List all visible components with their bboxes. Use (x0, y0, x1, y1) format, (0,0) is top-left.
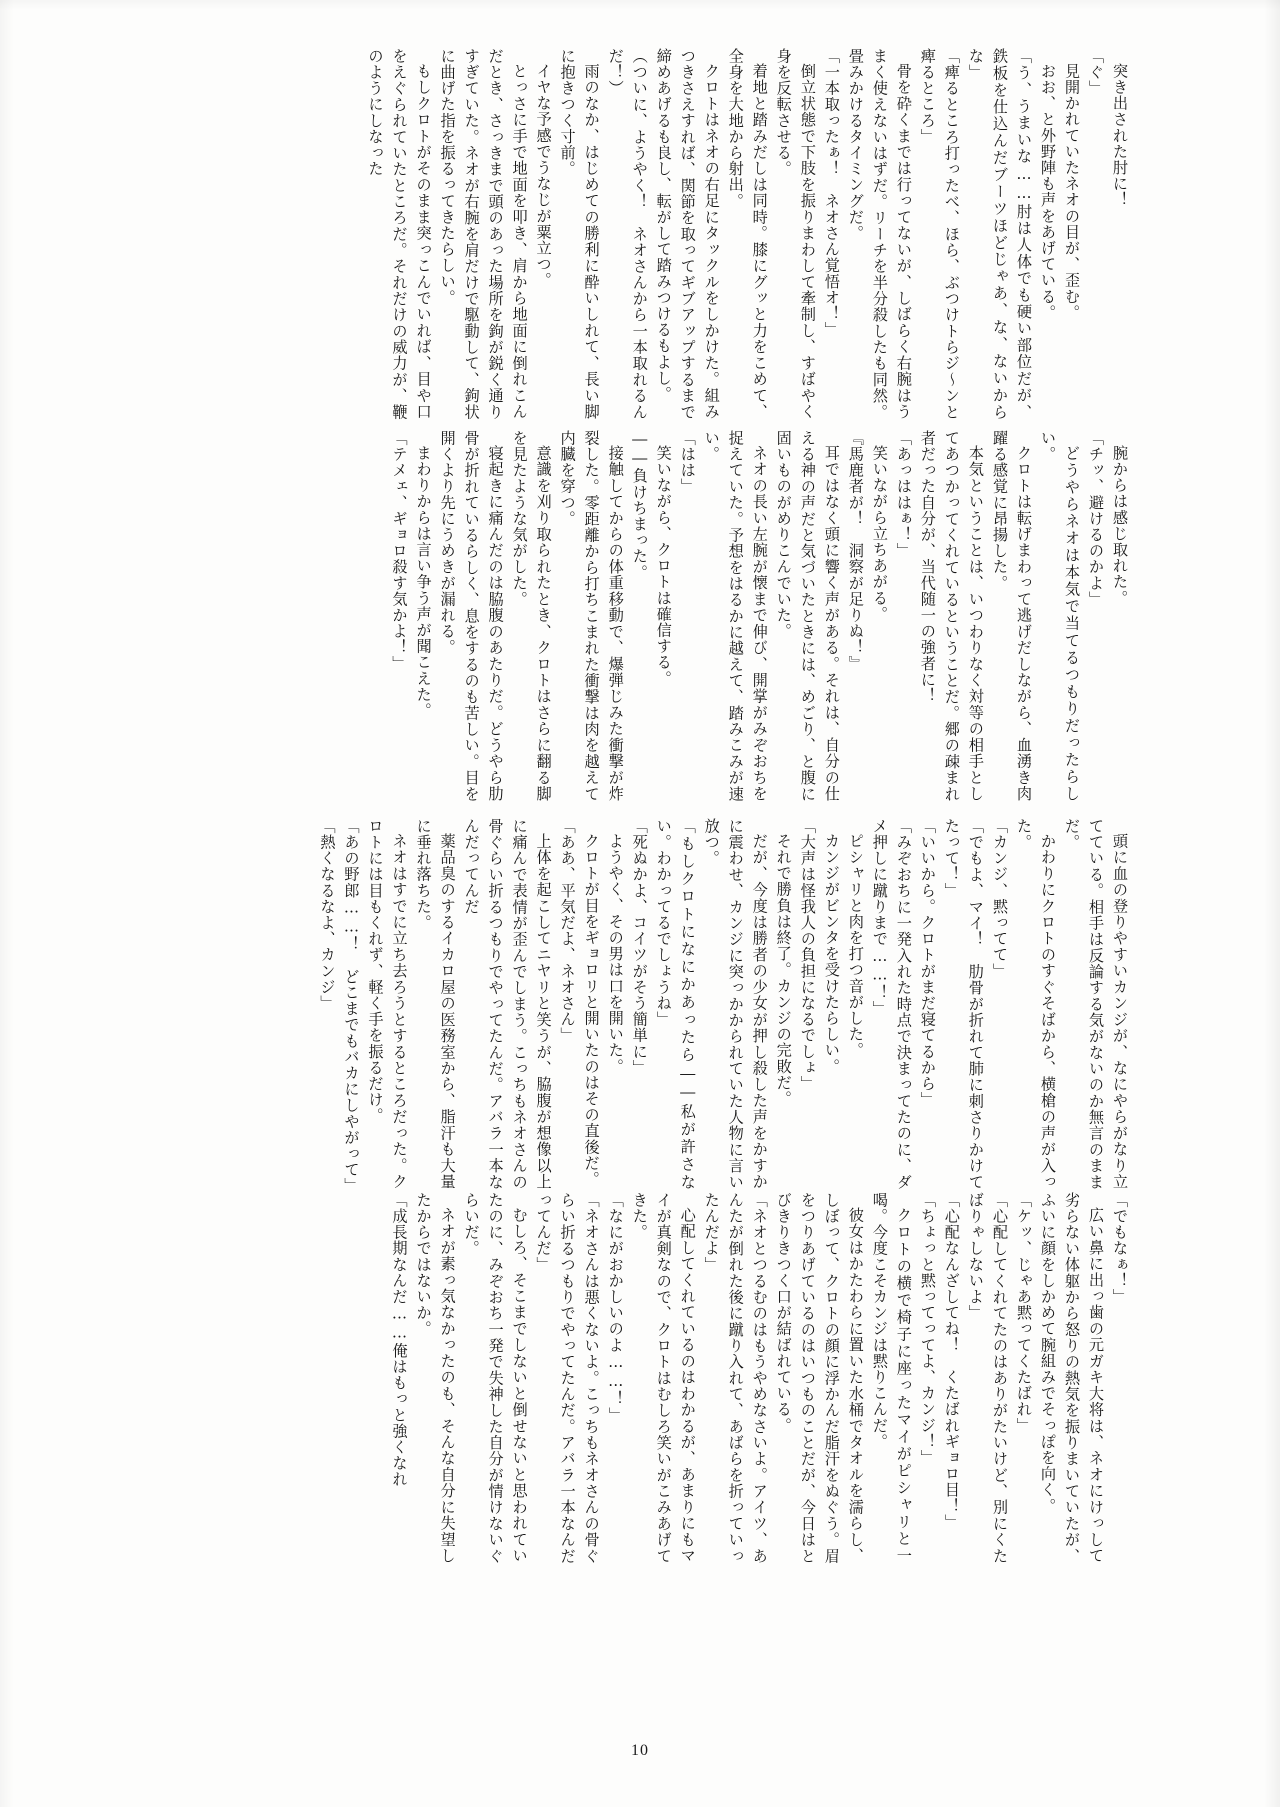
paragraph: 「なにがおかしいのよ……！」 (606, 1192, 625, 1423)
paragraph: ピシャリと肉を打つ音がした。 (846, 833, 865, 1059)
paragraph: どうやらネオは本気で当てるつもりだったらしい。 (1038, 430, 1081, 802)
paragraph: 頭に血の登りやすいカンジが、なにやらがなり立てている。相手は反論する気がないのか無言のままだ。 (1062, 818, 1129, 1190)
paragraph: 上体を起こしてニヤリと笑うが、脇腹が想像以上に痛んで表情が歪んでしまう。こっちもネオさんの骨ぐらい折るつもりでやってたんだ。アバラ一本なんだってんだ (462, 818, 553, 1190)
paragraph: ネオの長い左腕が懐まで伸び、開掌がみぞおちを捉えていた。予想をはるかに越えて、踏みこみが速い。 (702, 430, 769, 802)
page-number: 10 (631, 1742, 649, 1759)
paragraph: クロトが目をギョロリと開いたのはその直後だ。 (582, 833, 601, 1188)
paragraph: 雨のなか、はじめての勝利に酔いしれて、長い脚に抱きつく寸前。 (558, 48, 601, 420)
paragraph: 心配してくれているのはわかるが、あまりにもマイが真剣なので、クロトはむしろ笑いがこみあげてきた。 (630, 1192, 697, 1564)
paragraph: 耳ではなく頭に響く声がある。それは、自分の仕える神の声だと気づいたときには、めごり、と腹に固いものがめりこんでいた。 (774, 430, 841, 802)
paragraph: もしクロトがそのまま突っこんでいれば、目や口をえぐられていたところだ。それだけの威力が、鞭のようにしなった (366, 48, 433, 420)
paragraph: 広い鼻に出っ歯の元ガキ大将は、ネオにけっして劣らない体躯から怒りの熱気を振りまいていたが、ふいに顔をしかめて腕組みでそっぽを向く。 (1038, 1192, 1105, 1564)
paragraph: かわりにクロトのすぐそばから、横槍の声が入った。 (1014, 818, 1057, 1190)
paragraph: 腕からは感じ取れた。 (1111, 445, 1129, 607)
paragraph: 「ちょっと黙ってってよ、カンジ！」 (918, 1192, 937, 1466)
paragraph: 「いいから。クロトがまだ寝てるから」 (918, 818, 937, 1108)
text-block-1 (132, 48, 1132, 420)
paragraph: 「痺るところ打ったべ、ほら、ぶつけトらジ～ンと痺るところ」 (918, 48, 961, 420)
paragraph: 「熱くなるなよ、カンジ」 (318, 818, 337, 1012)
paragraph: だが、今度は勝者の少女が押し殺した声をかすかに震わせ、カンジに突っかかられていた人物に言い放つ。 (702, 818, 769, 1190)
paragraph: とっさに手で地面を叩き、肩から地面に倒れこんだとき、さっきまで頭のあった場所を鉤が鋭く通りすぎていた。ネオが右腕を肩だけで駆動して、鉤状に曲げた指を振るってきたらしい。 (438, 48, 529, 420)
paragraph: 「テメェ、ギョロ殺す気かよ！」 (390, 430, 409, 672)
paragraph: カンジがビンタを受けたらしい。 (822, 833, 841, 1075)
paragraph: イヤな予感でうなじが粟立つ。 (534, 63, 553, 289)
paragraph: 「はは」 (678, 430, 697, 495)
paragraph: 「心配してくれてたのはありがたいけど、別にくたばりゃしないよ」 (966, 1192, 1009, 1564)
paragraph: 「ネオさんは悪くないよ。こっちもネオさんの骨ぐらい折るつもりでやってたんだ。アバラ一本なんだってんだ」 (534, 1192, 601, 1564)
paragraph: 「死ぬかよ、コイツがそう簡単に」 (630, 818, 649, 1076)
paragraph: 「ああ、平気だよ、ネオさん」 (558, 818, 577, 1044)
paragraph: 骨を砕くまでは行ってないが、しばらく右腕はうまく使えないはずだ。リーチを半分殺したも同然。畳みかけるタイミングだ。 (846, 48, 913, 420)
paragraph: まわりからは言い争う声が聞こえた。 (414, 445, 433, 719)
paragraph: 「ネオとつるむのはもうやめなさいよ。アイツ、あんたが倒れた後に蹴り入れて、あばらを折っていったんだよ」 (702, 1192, 769, 1564)
paragraph: 「成長期なんだ……俺はもっと強くなれ (390, 1192, 409, 1488)
paragraph: 「あの野郎……！ どこまでもバカにしやがって」 (342, 818, 361, 1194)
page-edge-shading-right (1264, 0, 1280, 1807)
paragraph: 意識を刈り取られたとき、クロトはさらに翻る脚を見たような気がした。 (510, 430, 553, 802)
paragraph: 「みぞおちに一発入れた時点で決まってたのに、ダメ押しに蹴りまで……！」 (870, 818, 913, 1190)
paragraph: 「う、うまいな……肘は人体でも硬い部位だが、鉄板を仕込んだブーツほどじゃあ、な、ないからな」 (966, 48, 1033, 420)
paragraph: ようやく、その男は口を開いた。 (606, 833, 625, 1075)
paragraph: 見開かれていたネオの目が、歪む。 (1062, 63, 1081, 321)
paragraph: 「チッ、避けるのかよ」 (1086, 430, 1105, 608)
paragraph: 着地と踏みだしは同時。膝にグッと力をこめて、全身を大地から射出。 (726, 48, 769, 420)
paragraph: 寝起きに痛んだのは脇腹のあたりだ。どうやら肋骨が折れているらしく、息をするのも苦しい。目を開くより先にうめきが漏れる。 (438, 430, 505, 802)
paragraph: 接触してからの体重移動で、爆弾じみた衝撃が炸裂した。零距離から打ちこまれた衝撃は肉を越えて内臓を穿つ。 (558, 430, 625, 802)
paragraph: おお、と外野陣も声をあげている。 (1038, 63, 1057, 321)
paragraph: それで勝負は終了。カンジの完敗だ。 (774, 833, 793, 1107)
paragraph: 本気ということは、いつわりなく対等の相手としてあつかってくれているということだ。郷の疎まれ者だった自分が、当代随一の強者に！ (918, 430, 985, 802)
paragraph: クロトは転げまわって逃げだしながら、血湧き肉躍る感覚に昂揚した。 (990, 430, 1033, 802)
text-block-4 (132, 1192, 1132, 1564)
text-block-3 (132, 818, 1132, 1194)
page-edge-shading-left (0, 0, 14, 1807)
paragraph: 「でもよ、マイ！ 肋骨が折れて肺に刺さりかけてたって！」 (942, 818, 985, 1190)
paragraph: 薬品臭のするイカロ屋の医務室から、脂汗も大量に垂れ落ちた。 (414, 818, 457, 1190)
paragraph: 「心配なんざしてね！ くたばれギョロ目！」 (942, 1192, 961, 1531)
paragraph: 彼女はかたわらに置いた水桶でタオルを濡らし、しぼって、クロトの顔に浮かんだ脂汗をぬぐう。眉をつりあげているのはいつものことだが、今日はとびきりきつく口が結ばれている。 (774, 1192, 865, 1564)
paragraph: むしろ、そこまでしないと倒せないと思われていたのに、みぞおち一発で失神した自分が情けないぐらいだ。 (462, 1192, 529, 1564)
paragraph: 倒立状態で下肢を振りまわして牽制し、すばやく身を反転させる。 (774, 48, 817, 420)
paragraph: 「ぐ」 (1086, 48, 1105, 97)
paragraph: 「あっははぁ！」 (894, 430, 913, 559)
page-edge-shading-top (0, 0, 1280, 10)
paragraph: （ついに、ようやく！ ネオさんから一本取れるんだ！） (606, 48, 649, 420)
paragraph: ――負けちまった。 (630, 430, 649, 581)
paragraph: ネオが素っ気なかったのも、そんな自分に失望したからではないか。 (414, 1192, 457, 1564)
paragraph: 「大声は怪我人の負担になるでしょ」 (798, 818, 817, 1092)
paragraph: 「ケッ、じゃあ黙ってくたばれ」 (1014, 1192, 1033, 1434)
paragraph: 「カンジ、黙ってて」 (990, 818, 1009, 979)
paragraph: 「もしクロトになにかあったら――私が許さない。わかってるでしょうね」 (654, 818, 697, 1190)
paragraph: 突き出された肘に！ (1111, 63, 1129, 209)
text-block-2 (142, 430, 1132, 802)
paragraph: 笑いながら立ちあがる。 (870, 445, 889, 623)
paragraph: クロトはネオの右足にタックルをしかけた。組みつきさえすれば、関節を取ってギブアップするまで締めあげるも良し、転がして踏みつけるもよし。 (654, 48, 721, 420)
paragraph: 笑いながら、クロトは確信する。 (654, 445, 673, 687)
paragraph: ネオはすでに立ち去ろうとするところだった。クロトには目もくれず、軽く手を振るだけ。 (366, 818, 409, 1190)
paragraph: 「一本取ったぁ！ ネオさん覚悟オ！」 (822, 48, 841, 338)
paragraph: 「でもなぁ！」 (1111, 1192, 1129, 1305)
paragraph: 『馬鹿者が！ 洞察が足りぬ！』 (846, 430, 865, 672)
paragraph: クロトの横で椅子に座ったマイがピシャリと一喝。今度こそカンジは黙りこんだ。 (870, 1192, 913, 1564)
